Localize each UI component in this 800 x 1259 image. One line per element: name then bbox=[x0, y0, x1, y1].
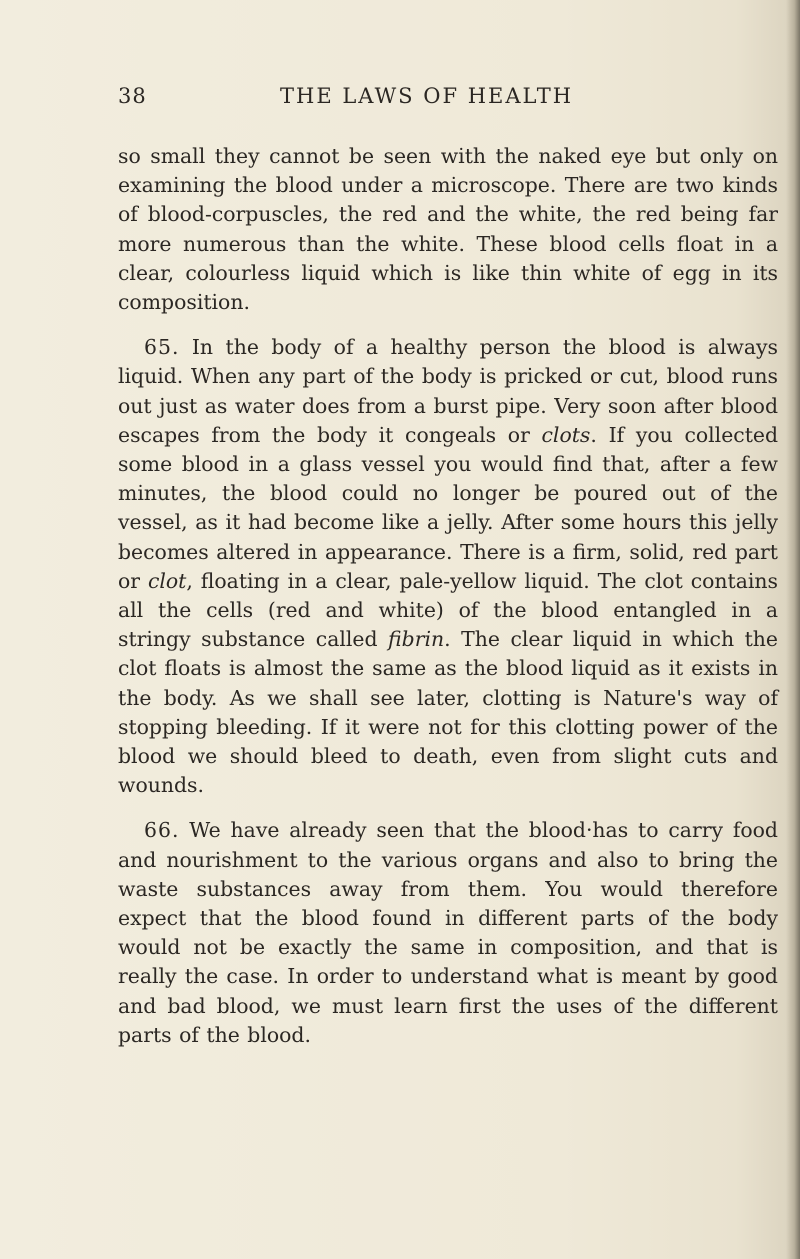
text-segment: In the body of a healthy person the blood is always liquid. When any part of the body is pricked or cut, blood runs out just as water does from a burst pipe. Very soon after blood escapes from the body it congeals or bbox=[118, 335, 778, 447]
book-title: THE LAWS OF HEALTH bbox=[280, 84, 574, 108]
paragraph-65 bbox=[118, 333, 778, 800]
text-segment: , floating in a clear, pale-yellow liquid. The clot contains all the cells (red and white) of the blood entangled in a stringy substance called bbox=[118, 568, 778, 652]
page-number: 38 bbox=[118, 84, 147, 108]
text-segment: so small they cannot be seen with the naked eye but only on examining the blood under a microscope. There are two kinds of blood-corpuscles, the red and the white, the red being far more numerous than the white. These blood cells float in a clear, colourless liquid which is like thin white of egg in its composition. bbox=[118, 144, 778, 315]
text-segment: . If you collected some blood in a glass vessel you would find that, after a few minutes, the blood could no longer be poured out of the vessel, as it had become like a jelly. After some hours this jelly becomes altered in appearance. There is a firm, solid, red part or bbox=[118, 422, 779, 593]
paragraph-66 bbox=[118, 816, 778, 1050]
italic-term-fibrin: fibrin bbox=[388, 627, 445, 652]
italic-term-clots: clots bbox=[541, 422, 591, 447]
paragraph-number: 66. bbox=[144, 818, 180, 843]
text-segment: . The clear liquid in which the clot floats is almost the same as the blood liquid as it exists in the body. As we shall see later, clotting is Nature's way of stopping bleeding. If it were not for this clotting power of the blood we should bleed to death, even from slight cuts and wounds. bbox=[118, 627, 778, 798]
paragraph-number: 65. bbox=[144, 335, 180, 360]
running-head bbox=[118, 84, 778, 118]
text-segment: We have already seen that the blood·has to carry food and nourishment to the various organs and also to bring the waste substances away from them. You would therefore expect that the blood found in different parts of the body would not be exactly the same in composition, and that is really the case. In order to understand what is meant by good and bad blood, we must learn first the uses of the different parts of the blood. bbox=[118, 818, 778, 1047]
page-edge-shadow bbox=[786, 0, 800, 1259]
paragraph-continued bbox=[118, 142, 778, 317]
italic-term-clot: clot bbox=[147, 568, 187, 593]
body-text bbox=[118, 142, 778, 1066]
